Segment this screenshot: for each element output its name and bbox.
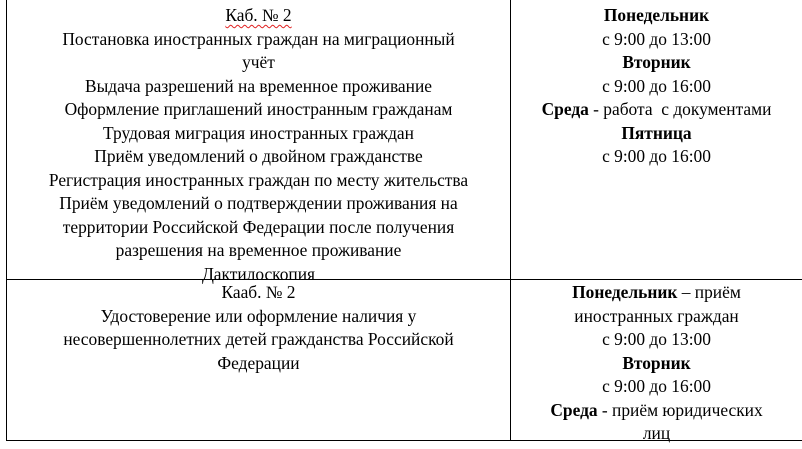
row2-wednesday-text: - приём юридических	[597, 399, 763, 420]
row1-service-line: Постановка иностранных граждан на миграционный	[62, 28, 455, 49]
row1-service-line: Регистрация иностранных граждан по месту жительства	[48, 169, 469, 190]
row1-wednesday-line	[511, 98, 802, 122]
row2-monday-text-continued: иностранных граждан	[574, 305, 739, 326]
row1-schedule-cell	[511, 4, 802, 169]
row1-office-label	[7, 4, 510, 28]
row1-friday-hours: с 9:00 до 16:00	[602, 146, 711, 166]
row2-monday-text: – приём	[677, 282, 741, 302]
row1-service-line: территории Российской Федерации после получения	[62, 216, 455, 237]
row1-monday-hours: с 9:00 до 13:00	[602, 28, 711, 49]
row1-service-line: Приём уведомлений о двойном гражданстве	[94, 146, 423, 166]
row2-services-cell	[7, 281, 510, 375]
row2-wednesday-label: Среда	[550, 399, 598, 420]
office-abbreviation: Каб. № 2	[225, 5, 292, 25]
row1-service-line: учёт	[242, 52, 275, 72]
row1-service-line: Выдача разрешений на временное проживание	[85, 75, 432, 96]
row2-tuesday-hours: с 9:00 до 16:00	[602, 376, 711, 396]
row2-schedule-cell	[511, 281, 802, 446]
row1-tuesday-label: Вторник	[622, 52, 691, 72]
row1-service-line: разрешения на временное проживание	[115, 240, 402, 260]
row2-wednesday-text-continued: лиц	[642, 423, 671, 443]
row1-monday-label: Понедельник	[603, 5, 710, 25]
row2-wednesday-line	[511, 399, 802, 423]
row1-wednesday-text: - работа с документами	[588, 99, 772, 119]
row2-tuesday-label: Вторник	[622, 352, 691, 373]
row1-services-cell	[7, 4, 510, 286]
row1-service-line: Приём уведомлений о подтверждении проживания на	[59, 193, 458, 213]
row1-tuesday-hours: с 9:00 до 16:00	[602, 75, 711, 96]
row1-service-line: Дактилоскопия	[201, 263, 316, 284]
row1-wednesday-label: Среда	[541, 99, 589, 119]
row2-service-line: Удостоверение или оформление наличия у	[100, 305, 417, 326]
row1-service-line: Трудовая миграция иностранных граждан	[103, 122, 414, 143]
row2-office-label: Кааб. № 2	[221, 282, 296, 302]
row2-service-line: Федерации	[217, 352, 300, 373]
row1-service-line: Оформление приглашений иностранным гражданам	[64, 99, 453, 119]
row2-monday-label: Понедельник	[572, 282, 678, 302]
row2-monday-hours: с 9:00 до 13:00	[602, 329, 711, 349]
row2-service-line: несовершеннолетних детей гражданства Российской	[63, 329, 454, 349]
row1-friday-label: Пятница	[621, 122, 692, 143]
row2-monday-line	[511, 281, 802, 305]
